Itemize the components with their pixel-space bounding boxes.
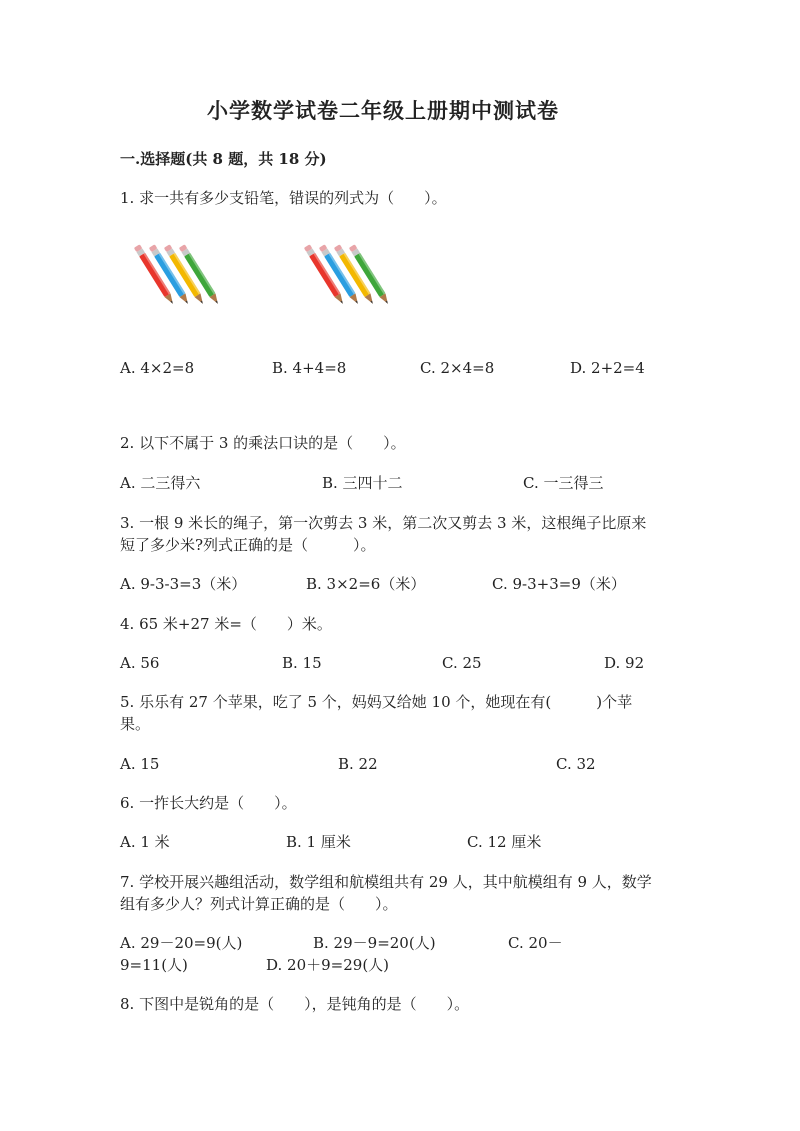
- question-1-stem: 1. 求一共有多少支铅笔，错误的列式为（ ）。: [120, 189, 447, 207]
- question-4-option-d[interactable]: D. 92: [604, 654, 645, 672]
- question-7-stem-line-1: 7. 学校开展兴趣组活动，数学组和航模组共有 29 人，其中航模组有 9 人，数学: [120, 873, 652, 891]
- pencil-group-1: [136, 240, 236, 320]
- question-2-option-b[interactable]: B. 三四十二: [322, 474, 403, 492]
- question-1-option-d[interactable]: D. 2+2=4: [570, 359, 645, 377]
- question-1-option-a[interactable]: A. 4×2=8: [120, 359, 195, 377]
- question-4-stem: 4. 65 米+27 米=（ ）米。: [120, 615, 332, 633]
- question-4-option-c[interactable]: C. 25: [442, 654, 482, 672]
- question-2-stem: 2. 以下不属于 3 的乘法口诀的是（ ）。: [120, 434, 406, 452]
- question-3-option-b[interactable]: B. 3×2=6（米）: [306, 575, 426, 593]
- question-7-option-c[interactable]: C. 20－: [508, 934, 563, 952]
- question-1-option-c[interactable]: C. 2×4=8: [420, 359, 495, 377]
- question-2-option-a[interactable]: A. 二三得六: [120, 474, 201, 492]
- question-7-option-b[interactable]: B. 29－9=20(人): [313, 934, 436, 952]
- question-5-option-c[interactable]: C. 32: [556, 755, 596, 773]
- question-5-option-b[interactable]: B. 22: [338, 755, 378, 773]
- question-6-option-a[interactable]: A. 1 米: [120, 833, 170, 851]
- question-3-option-c[interactable]: C. 9-3+3=9（米）: [492, 575, 626, 593]
- question-3-stem-line-2: 短了多少米?列式正确的是（ ）。: [120, 536, 376, 554]
- question-7-option-d[interactable]: D. 20＋9=29(人): [266, 956, 390, 974]
- question-3-option-a[interactable]: A. 9-3-3=3（米）: [120, 575, 247, 593]
- question-4-option-a[interactable]: A. 56: [120, 654, 160, 672]
- question-7-stem-line-2: 组有多少人？列式计算正确的是（ ）。: [120, 895, 398, 913]
- question-4-option-b[interactable]: B. 15: [282, 654, 322, 672]
- pencil-group-2: [306, 240, 406, 320]
- page-title: 小学数学试卷二年级上册期中测试卷: [207, 98, 559, 123]
- question-8-stem: 8. 下图中是锐角的是（ ），是钝角的是（ ）。: [120, 995, 470, 1013]
- question-6-stem: 6. 一拃长大约是（ ）。: [120, 794, 297, 812]
- question-2-option-c[interactable]: C. 一三得三: [523, 474, 604, 492]
- question-3-stem-line-1: 3. 一根 9 米长的绳子，第一次剪去 3 米，第二次又剪去 3 米，这根绳子比原来: [120, 514, 647, 532]
- question-6-option-b[interactable]: B. 1 厘米: [286, 833, 351, 851]
- question-5-stem-line-1: 5. 乐乐有 27 个苹果，吃了 5 个，妈妈又给她 10 个，她现在有( )个苹: [120, 693, 633, 711]
- question-7-option-c-continued: 9=11(人): [120, 956, 188, 974]
- section-heading: 一.选择题(共 8 题，共 18 分): [120, 150, 327, 168]
- question-1-option-b[interactable]: B. 4+4=8: [272, 359, 347, 377]
- question-7-option-a[interactable]: A. 29－20=9(人): [120, 934, 243, 952]
- question-6-option-c[interactable]: C. 12 厘米: [467, 833, 542, 851]
- question-5-stem-line-2: 果。: [120, 715, 151, 733]
- question-5-option-a[interactable]: A. 15: [120, 755, 160, 773]
